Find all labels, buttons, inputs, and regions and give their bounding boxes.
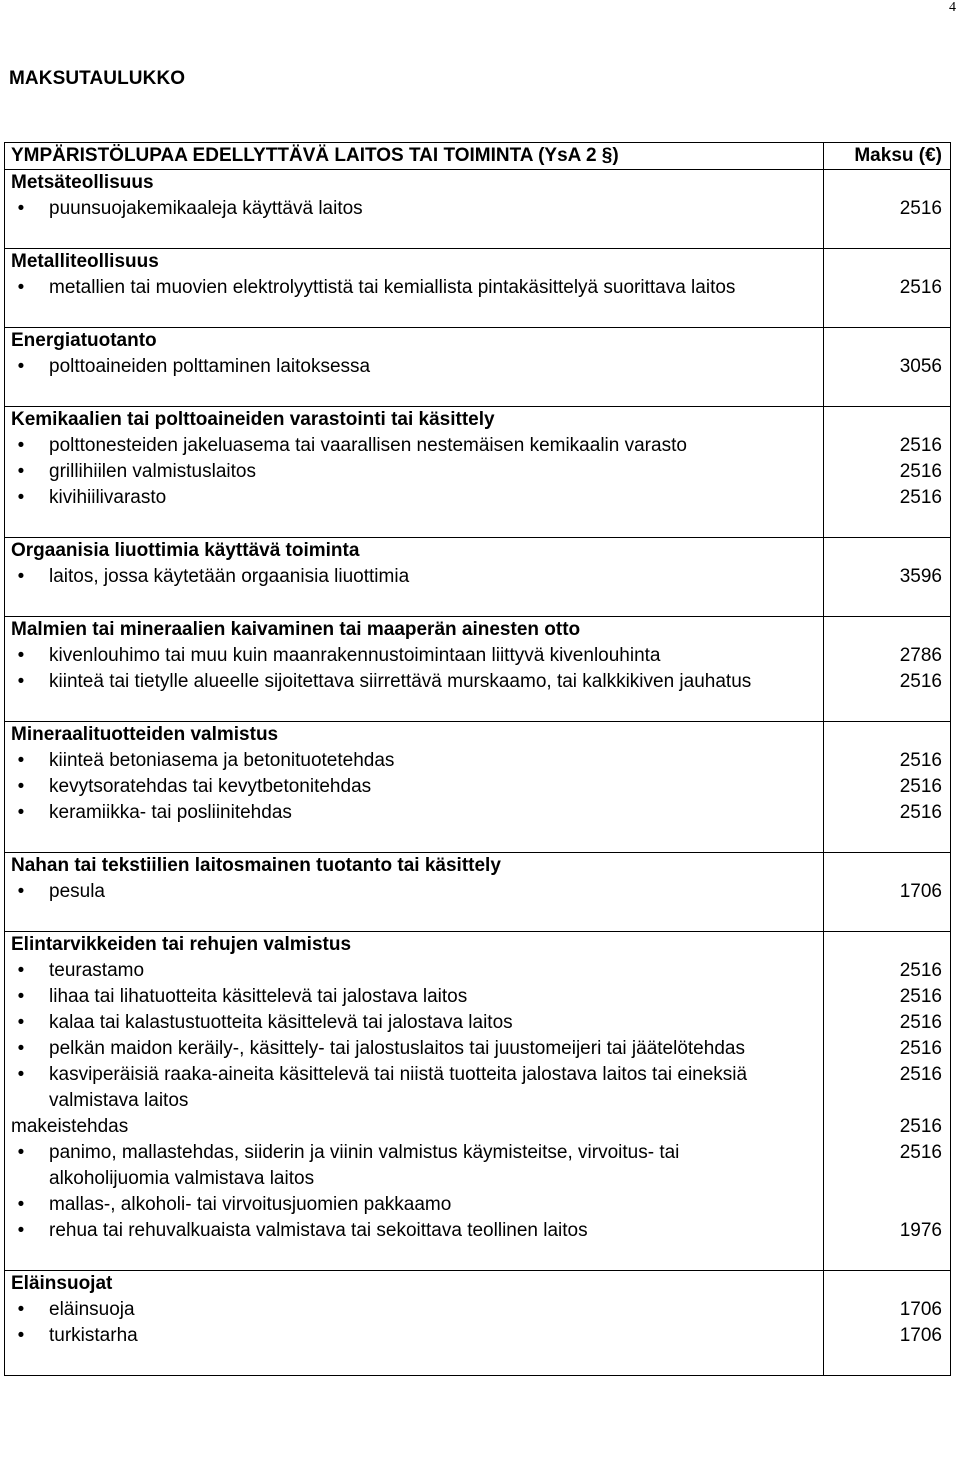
- section-description: [5, 853, 824, 932]
- section-spacer: [11, 222, 823, 248]
- section-fees: [824, 407, 951, 538]
- item-fee: 2786: [899, 645, 942, 666]
- section-title: Metalliteollisuus: [11, 251, 159, 272]
- list-item: [11, 1062, 823, 1114]
- section-description: [5, 722, 824, 853]
- section-row: [5, 722, 951, 853]
- bullet-icon: •: [17, 671, 25, 692]
- list-item: [11, 459, 823, 485]
- item-fee: 3596: [899, 566, 942, 587]
- item-fee: 2516: [899, 487, 942, 508]
- bullet-icon: •: [17, 277, 25, 298]
- list-item: [11, 1036, 823, 1062]
- item-fee: 2516: [899, 776, 942, 797]
- item-fee: 2516: [899, 277, 942, 298]
- bullet-icon: •: [17, 776, 25, 797]
- list-item: [11, 1140, 823, 1192]
- section-description: [5, 932, 824, 1271]
- item-text: grillihiilen valmistuslaitos: [49, 461, 256, 482]
- item-fee: 2516: [899, 1038, 942, 1059]
- section-title: Orgaanisia liuottimia käyttävä toiminta: [11, 540, 360, 561]
- item-fee: 2516: [899, 1116, 942, 1137]
- section-title: Malmien tai mineraalien kaivaminen tai maaperän ainesten otto: [11, 619, 581, 640]
- section-spacer: [11, 1349, 823, 1375]
- fee-spacer: [824, 249, 942, 275]
- section-spacer: [11, 380, 823, 406]
- list-item: [11, 1297, 823, 1323]
- list-item: [11, 1192, 823, 1218]
- item-fee: 2516: [899, 461, 942, 482]
- fee-spacer: [824, 853, 942, 879]
- section-spacer: [11, 511, 823, 537]
- item-fee: 1706: [899, 1299, 942, 1320]
- item-text: metallien tai muovien elektrolyyttistä tai kemiallista pintakäsittelyä suorittava laitos: [49, 277, 736, 298]
- list-item: [11, 774, 823, 800]
- section-spacer: [11, 905, 823, 931]
- list-item: [11, 275, 823, 301]
- item-fee: 2516: [899, 1012, 942, 1033]
- section-row: [5, 617, 951, 722]
- list-item: [11, 1218, 823, 1244]
- section-row: [5, 853, 951, 932]
- section-fees: [824, 1271, 951, 1376]
- fee-spacer: [824, 328, 942, 354]
- item-text: rehua tai rehuvalkuaista valmistava tai sekoittava teollinen laitos: [49, 1220, 588, 1241]
- item-text: polttonesteiden jakeluasema tai vaarallisen nestemäisen kemikaalin varasto: [49, 435, 687, 456]
- item-text: keramiikka- tai posliinitehdas: [49, 802, 292, 823]
- list-item: [11, 354, 823, 380]
- section-row: [5, 407, 951, 538]
- item-text: eläinsuoja: [49, 1299, 135, 1320]
- section-spacer: [11, 590, 823, 616]
- list-item: [11, 643, 823, 669]
- item-text: teurastamo: [49, 960, 145, 981]
- section-description: [5, 249, 824, 328]
- item-text: lihaa tai lihatuotteita käsittelevä tai jalostava laitos: [49, 986, 468, 1007]
- bullet-icon: •: [17, 750, 25, 771]
- section-row: [5, 170, 951, 249]
- bullet-icon: •: [17, 487, 25, 508]
- item-fee: 2516: [899, 750, 942, 771]
- fee-spacer: [824, 722, 942, 748]
- bullet-icon: •: [17, 645, 25, 666]
- item-text: kivihiilivarasto: [49, 487, 167, 508]
- bullet-icon: •: [17, 986, 25, 1007]
- bullet-icon: •: [17, 566, 25, 587]
- fee-spacer: [824, 407, 942, 433]
- header-fee: Maksu (€): [824, 143, 951, 170]
- bullet-icon: •: [17, 1012, 25, 1033]
- item-text: panimo, mallastehdas, siiderin ja viinin valmistus käymisteitse, virvoitus- tai alkoholijuomia valmistava laitos: [49, 1142, 680, 1189]
- bullet-icon: •: [17, 1325, 25, 1346]
- item-text: kalaa tai kalastustuotteita käsittelevä tai jalostava laitos: [49, 1012, 513, 1033]
- list-item: [11, 748, 823, 774]
- bullet-icon: •: [17, 1194, 25, 1215]
- list-item: [11, 1323, 823, 1349]
- section-description: [5, 538, 824, 617]
- section-fees: [824, 328, 951, 407]
- section-spacer: [11, 826, 823, 852]
- bullet-icon: •: [17, 1142, 25, 1163]
- item-fee: 1706: [899, 881, 942, 902]
- item-fee: 2516: [899, 960, 942, 981]
- item-fee: 1706: [899, 1325, 942, 1346]
- item-text: kiinteä betoniasema ja betonituotetehdas: [49, 750, 395, 771]
- section-spacer: [11, 301, 823, 327]
- list-item: [11, 1010, 823, 1036]
- fee-spacer: [824, 170, 942, 196]
- list-item: [11, 958, 823, 984]
- section-fees: [824, 538, 951, 617]
- section-row: [5, 249, 951, 328]
- section-title: Mineraalituotteiden valmistus: [11, 724, 279, 745]
- bullet-icon: •: [17, 198, 25, 219]
- item-fee: 2516: [899, 802, 942, 823]
- section-row: [5, 932, 951, 1271]
- item-text: kiinteä tai tietylle alueelle sijoitettava siirrettävä murskaamo, tai kalkkikiven jauhatus: [49, 671, 752, 692]
- section-title: Elintarvikkeiden tai rehujen valmistus: [11, 934, 352, 955]
- section-title: Eläinsuojat: [11, 1273, 113, 1294]
- item-text: turkistarha: [49, 1325, 138, 1346]
- fee-spacer: [824, 932, 942, 958]
- item-fee: 2516: [899, 986, 942, 1007]
- section-title: Metsäteollisuus: [11, 172, 154, 193]
- section-row: [5, 1271, 951, 1376]
- list-item: [11, 485, 823, 511]
- item-text: kasviperäisiä raaka-aineita käsittelevä tai niistä tuotteita jalostava laitos tai eineksiä valmistava laitos: [49, 1064, 748, 1111]
- section-description: [5, 1271, 824, 1376]
- fee-spacer: [824, 617, 942, 643]
- item-fee: 2516: [899, 1142, 942, 1163]
- item-fee: 2516: [899, 198, 942, 219]
- item-fee: 2516: [899, 671, 942, 692]
- header-description: YMPÄRISTÖLUPAA EDELLYTTÄVÄ LAITOS TAI TOIMINTA (YsA 2 §): [5, 143, 824, 170]
- section-description: [5, 407, 824, 538]
- item-text: puunsuojakemikaaleja käyttävä laitos: [49, 198, 363, 219]
- section-row: [5, 328, 951, 407]
- list-item: [11, 669, 823, 695]
- section-description: [5, 328, 824, 407]
- item-fee: [824, 1192, 942, 1218]
- item-text: kevytsoratehdas tai kevytbetonitehdas: [49, 776, 372, 797]
- list-item: [11, 984, 823, 1010]
- section-title: Energiatuotanto: [11, 330, 157, 351]
- table-header-row: [5, 143, 951, 170]
- bullet-icon: •: [17, 960, 25, 981]
- list-item: [11, 196, 823, 222]
- item-fee: 2516: [899, 435, 942, 456]
- bullet-icon: •: [17, 1064, 25, 1085]
- fee-spacer: [824, 1271, 942, 1297]
- fee-spacer: [824, 538, 942, 564]
- section-fees: [824, 722, 951, 853]
- section-fees: [824, 853, 951, 932]
- bullet-icon: •: [17, 802, 25, 823]
- item-text: kivenlouhimo tai muu kuin maanrakennustoimintaan liittyvä kivenlouhinta: [49, 645, 661, 666]
- section-row: [5, 538, 951, 617]
- section-fees: [824, 170, 951, 249]
- bullet-icon: •: [17, 356, 25, 377]
- bullet-icon: •: [17, 881, 25, 902]
- list-item: [11, 879, 823, 905]
- page-number: 4: [949, 0, 956, 15]
- item-fee: 1976: [899, 1220, 942, 1241]
- section-fees: [824, 932, 951, 1271]
- document-title: MAKSUTAULUKKO: [9, 68, 186, 89]
- list-item: [11, 800, 823, 826]
- item-text: makeistehdas: [11, 1116, 129, 1137]
- item-text: pesula: [49, 881, 105, 902]
- list-item: [11, 1114, 823, 1140]
- bullet-icon: •: [17, 1220, 25, 1241]
- bullet-icon: •: [17, 435, 25, 456]
- section-title: Kemikaalien tai polttoaineiden varastointi tai käsittely: [11, 409, 495, 430]
- section-fees: [824, 617, 951, 722]
- item-fee: 3056: [899, 356, 942, 377]
- item-fee: 2516: [899, 1064, 942, 1085]
- item-text: mallas-, alkoholi- tai virvoitusjuomien pakkaamo: [49, 1194, 452, 1215]
- list-item: [11, 564, 823, 590]
- section-title: Nahan tai tekstiilien laitosmainen tuotanto tai käsittely: [11, 855, 501, 876]
- section-fees: [824, 249, 951, 328]
- list-item: [11, 433, 823, 459]
- bullet-icon: •: [17, 461, 25, 482]
- bullet-icon: •: [17, 1299, 25, 1320]
- section-description: [5, 617, 824, 722]
- fee-table: [4, 142, 951, 1376]
- item-text: pelkän maidon keräily-, käsittely- tai jalostuslaitos tai juustomeijeri tai jäätelötehdas: [49, 1038, 745, 1059]
- section-spacer: [11, 1244, 823, 1270]
- section-spacer: [11, 695, 823, 721]
- bullet-icon: •: [17, 1038, 25, 1059]
- section-description: [5, 170, 824, 249]
- item-text: laitos, jossa käytetään orgaanisia liuottimia: [49, 566, 410, 587]
- item-text: polttoaineiden polttaminen laitoksessa: [49, 356, 371, 377]
